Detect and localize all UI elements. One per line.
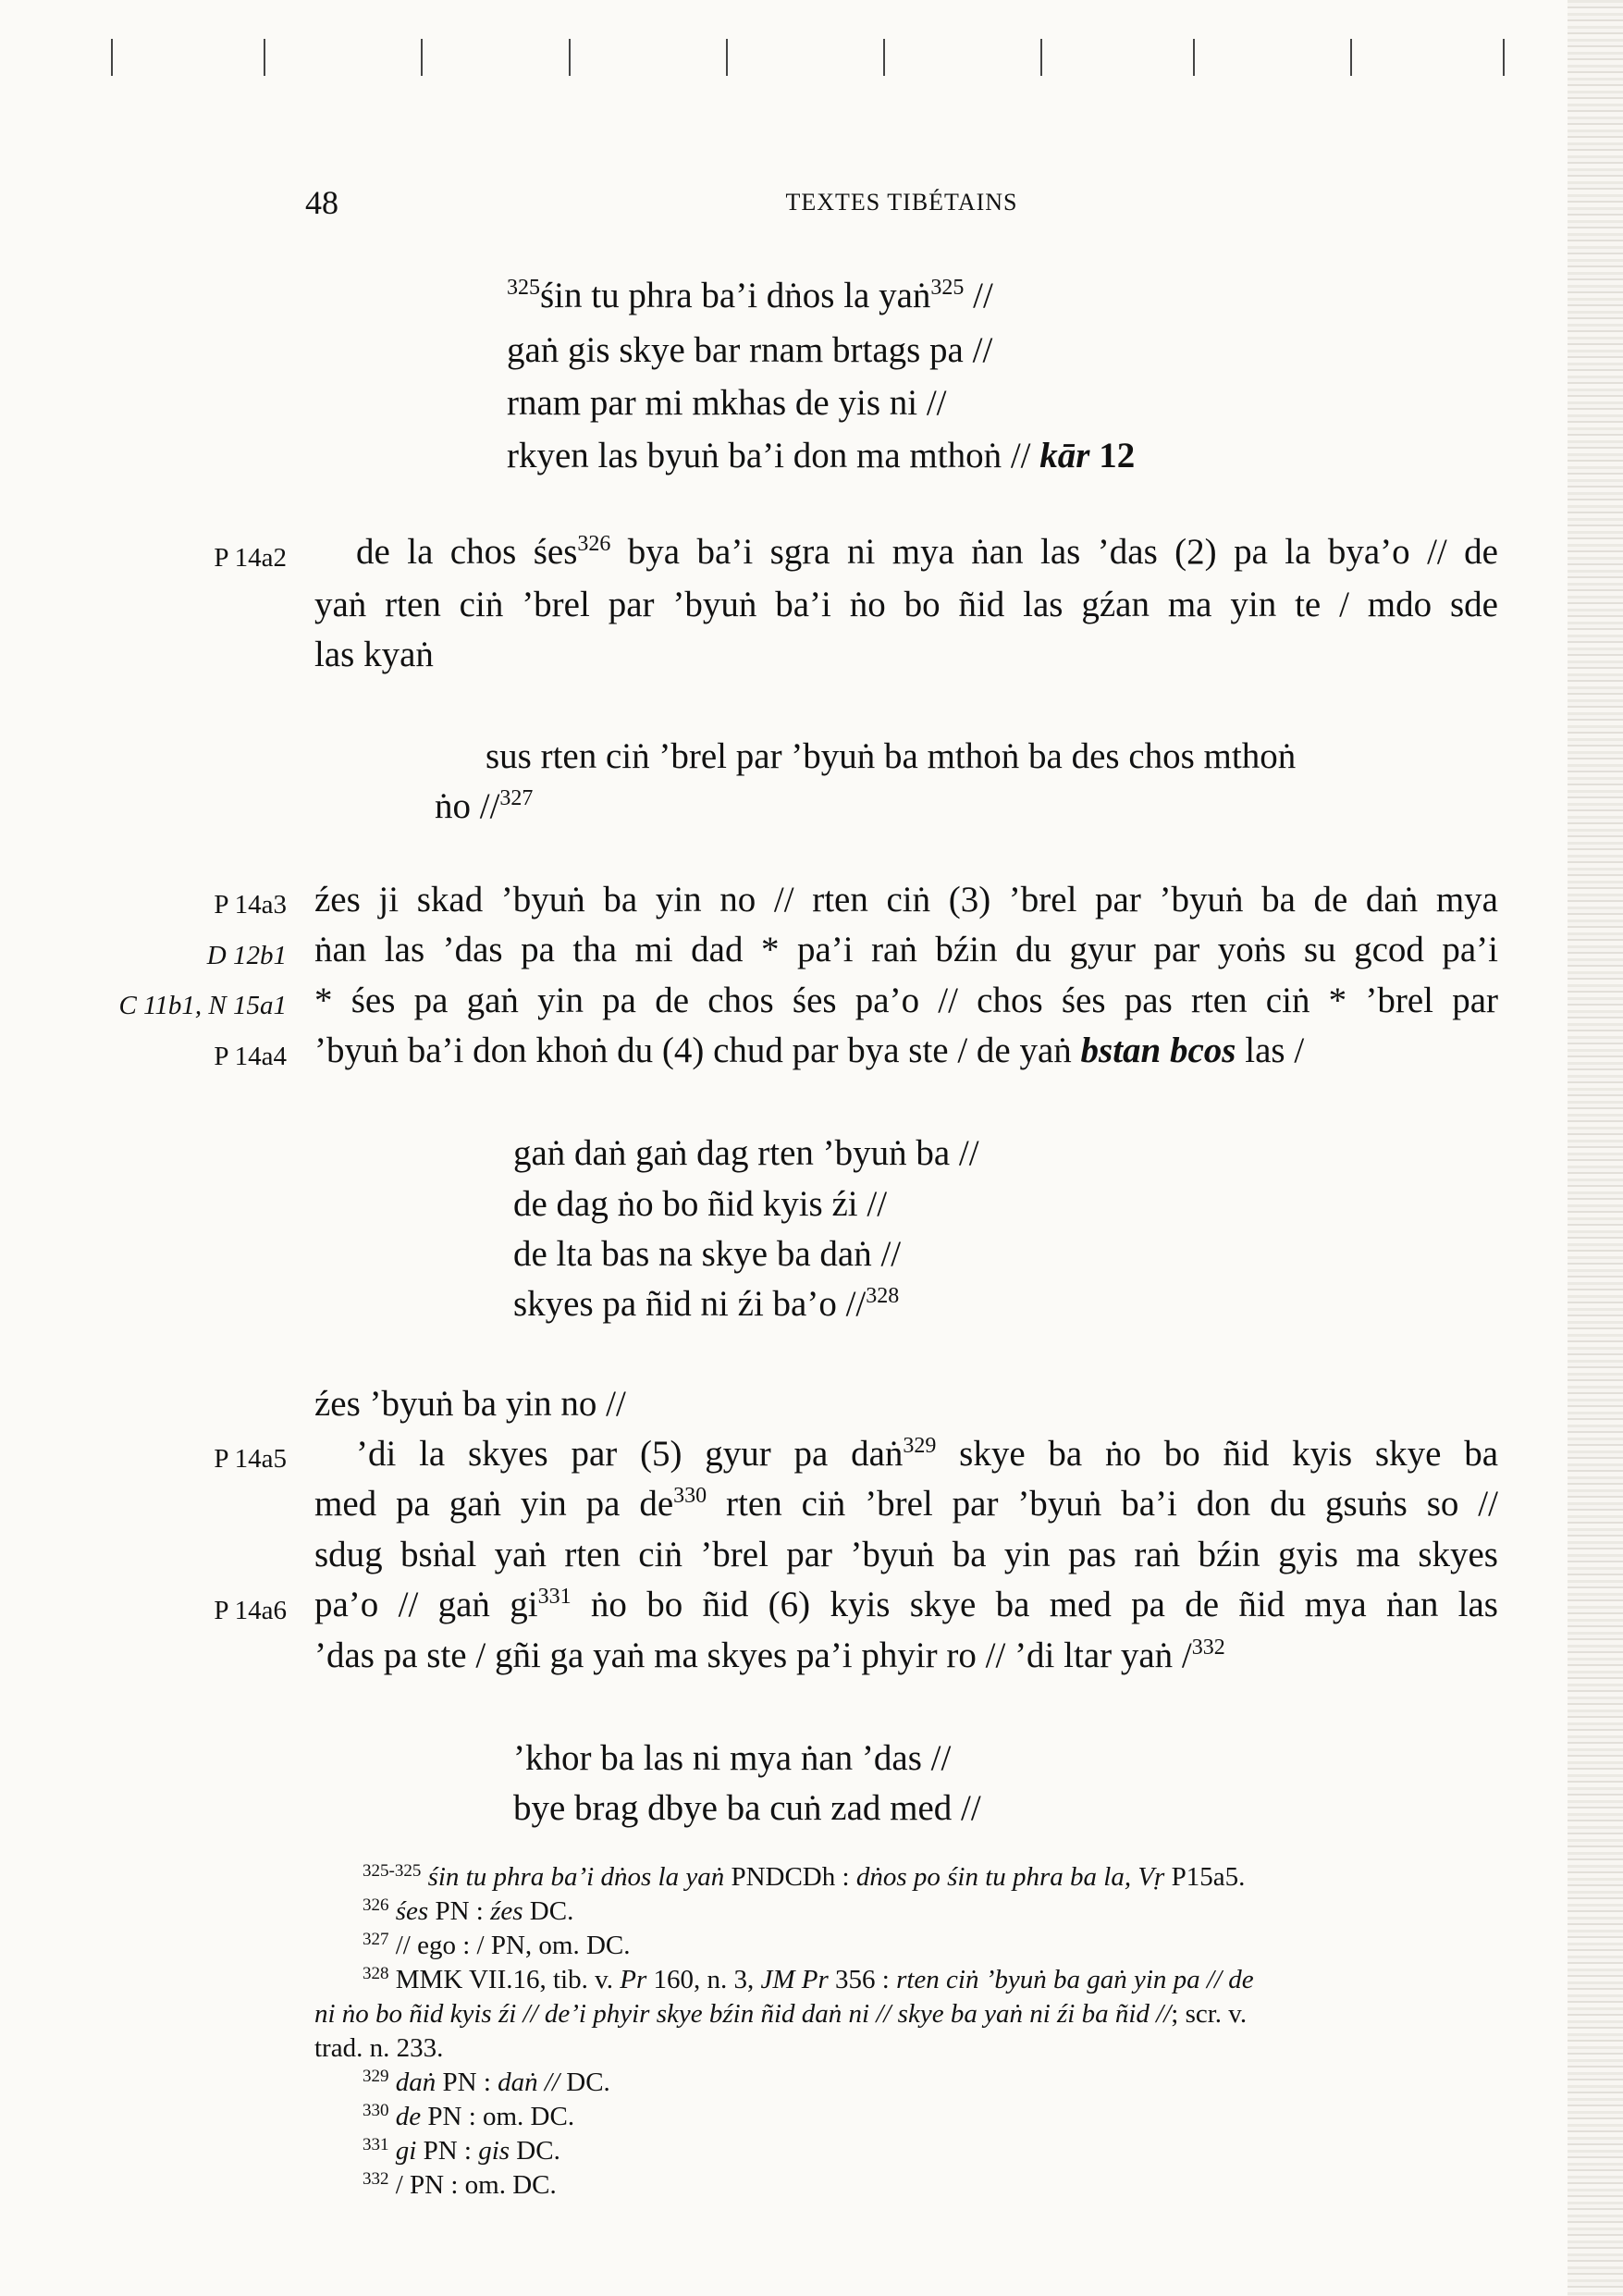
verse-line: ’khor ba las ni mya ṅan ’das // [513,1738,952,1778]
text-line: de la chos śes$^{326}$ bya ba’i sgra ni mya ṅan las ’das (2) pa la bya’o // de [356,532,1498,572]
text-line: ’byuṅ ba’i don khoṅ du (4) chud par bya ste / de yaṅ bstan bcos las / [314,1031,1305,1070]
footnote-328-cont: ni ṅo bo ñid kyis źi // de’i phyir skye bźin ñid daṅ ni // skye ba yaṅ ni źi ba ñid //; scr. v. [314,1999,1248,2029]
page-header [305,183,1498,229]
margin-ref: P 14a2 [214,543,287,573]
footnote-327: $^{327}$ // ego : / PN, om. DC. [363,1930,631,1960]
scan-right-edge [1568,0,1623,2296]
margin-ref: D 12b1 [206,941,287,970]
text-line: sdug bsṅal yaṅ rten ciṅ ’brel par ’byuṅ ba yin pas raṅ bźin gyis ma skyes [314,1535,1498,1574]
margin-ref: C 11b1, N 15a1 [118,991,287,1020]
quote-line: ṅo //$^{327}$ [435,786,534,826]
text-line: med pa gaṅ yin pa $de^{330}$ rten ciṅ ’brel par ’byuṅ ba’i don du gsuṅs so // [314,1484,1498,1524]
footnote-332: $^{332}$ / PN : om. DC. [363,2169,557,2200]
margin-ref: P 14a3 [214,890,287,920]
verse-line: gaṅ daṅ gaṅ dag rten ’byuṅ ba // [513,1133,979,1173]
quote-line: sus rten ciṅ ’brel par ’byuṅ ba mthoṅ ba des chos mthoṅ [486,736,1297,776]
verse-line: bye brag dbye ba cuṅ zad med // [513,1788,981,1828]
text-line: * śes pa gaṅ yin pa de chos śes pa’o // chos śes pas rten ciṅ * ’brel par [314,981,1498,1020]
verse-line: de dag ṅo bo ñid kyis źi // [513,1184,888,1224]
text-line: ṅan las ’das pa tha mi dad * pa’i raṅ bźin du gyur par yoṅs su gcod pa’i [314,930,1498,969]
scan-top-border [0,0,1623,88]
footnote-331: $^{331}$ gi PN : gis DC. [363,2135,560,2166]
footnote-330: $^{330}$ de PN : om. DC. [363,2101,575,2131]
work-title: bstan bcos [1080,1031,1236,1070]
footnote-328: $^{328}$ MMK VII.16, tib. v. Pr 160, n. 3, JM Pr 356 : rten ciṅ ’byuṅ ba gaṅ yin pa // de [363,1964,1254,1994]
footnote-328-cont: trad. n. 233. [314,2033,444,2063]
karika-label: kār [1039,436,1090,475]
running-title: TEXTES TIBÉTAINS [785,189,1018,216]
karika-number: 12 [1089,436,1136,475]
footnote-325: $^{325-325}$ śin tu phra ba’i dṅos la yaṅ PNDCDh : dṅos po śin tu phra ba la, Vṛ P15a5. [363,1861,1246,1892]
text-line: las kyaṅ [314,635,434,674]
text-line: źes ’byuṅ ba yin no // [314,1384,626,1424]
verse-line: rnam par mi mkhas de yis ni // [507,383,947,423]
verse-line: rkyen las byuṅ ba’i don ma mthoṅ // kār 12 [507,436,1136,475]
verse-line: skyes pa ñid ni źi ba’o //$^{328}$ [513,1284,900,1324]
verse-line: de lta bas na skye ba daṅ // [513,1234,902,1274]
margin-ref: P 14a6 [214,1596,287,1625]
text-line: źes ji skad ’byuṅ ba yin no // rten ciṅ (3) ’brel par ’byuṅ ba de daṅ mya [314,880,1498,920]
footnote-329: $^{329}$ daṅ PN : daṅ // DC. [363,2067,610,2097]
text-line: pa’o // gaṅ $gi^{331}$ ṅo bo ñid (6) kyis skye ba med pa de ñid mya ṅan las [314,1585,1498,1624]
margin-ref: P 14a5 [214,1444,287,1474]
verse-line: $^{325}$śin tu phra ba’i dṅos la yaṅ$^{325}$ // [507,276,993,315]
margin-ref: P 14a4 [214,1042,287,1071]
text-line: ’di la skyes par (5) gyur pa daṅ$^{329}$ skye ba ṅo bo ñid kyis skye ba [356,1434,1498,1474]
footnote-326: $^{326}$ śes PN : źes DC. [363,1895,574,1926]
page-number: 48 [305,184,338,221]
verse-line: gaṅ gis skye bar rnam brtags pa // [507,330,993,370]
text-line: ’das pa ste / gñi ga yaṅ ma skyes pa’i phyir ro // ’di ltar yaṅ /$^{332}$ [314,1636,1225,1675]
text-line: yaṅ rten ciṅ ’brel par ’byuṅ ba’i ṅo bo ñid las gźan ma yin te / mdo sde [314,585,1498,624]
